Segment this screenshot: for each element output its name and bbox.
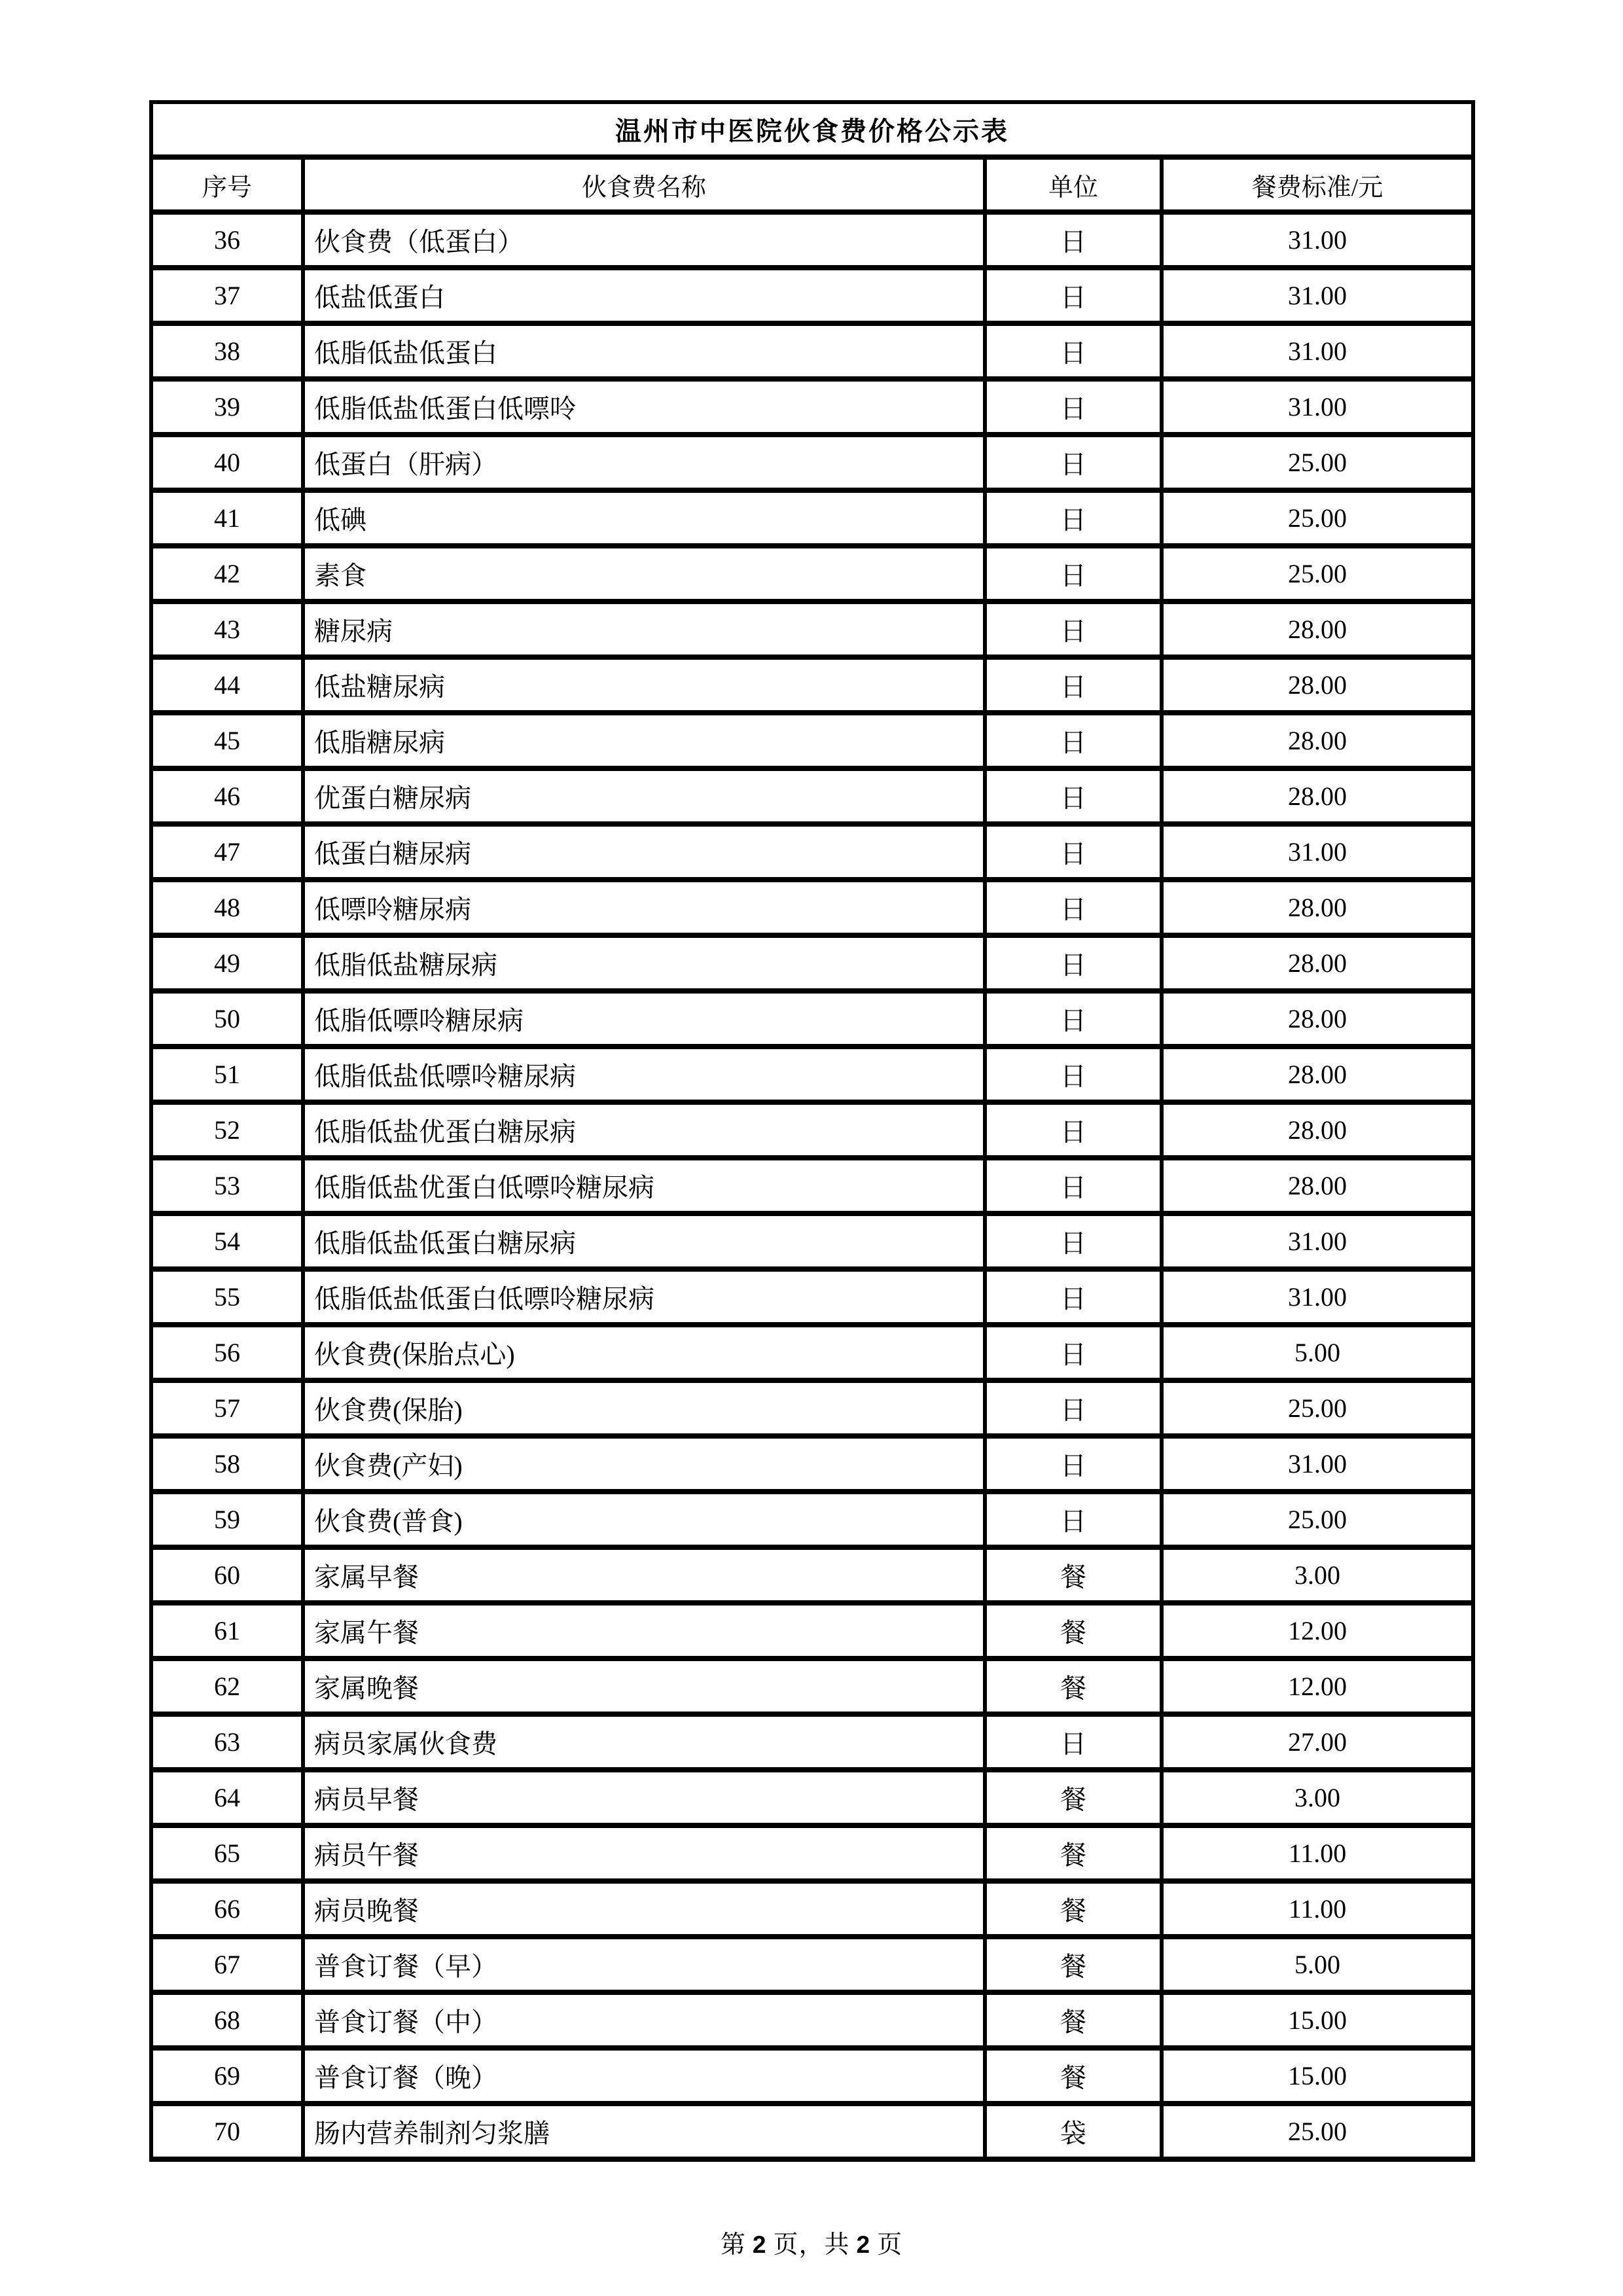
cell-serial-number: 50 (151, 991, 303, 1047)
cell-price: 28.00 (1162, 713, 1473, 768)
table-row (151, 379, 1473, 435)
column-header-serial: 序号 (151, 157, 303, 212)
cell-unit: 餐 (985, 1603, 1162, 1659)
cell-meal-name: 家属晚餐 (303, 1659, 985, 1714)
cell-meal-name: 伙食费(普食) (303, 1492, 985, 1547)
footer-middle-label: 页，共 (773, 2231, 850, 2259)
price-table (149, 100, 1475, 2162)
cell-unit: 日 (985, 935, 1162, 991)
column-header-name: 伙食费名称 (303, 157, 985, 212)
cell-meal-name: 低脂低盐优蛋白低嘌呤糖尿病 (303, 1158, 985, 1213)
cell-unit: 日 (985, 490, 1162, 546)
table-row (151, 1547, 1473, 1603)
cell-unit: 日 (985, 824, 1162, 880)
cell-price: 31.00 (1162, 1436, 1473, 1492)
cell-unit: 餐 (985, 2048, 1162, 2104)
header-row (151, 157, 1473, 212)
cell-meal-name: 家属午餐 (303, 1603, 985, 1659)
cell-meal-name: 低脂低盐低蛋白 (303, 323, 985, 379)
page-title: 温州市中医院伙食费价格公示表 (151, 102, 1473, 157)
cell-serial-number: 61 (151, 1603, 303, 1659)
table-row (151, 1659, 1473, 1714)
cell-serial-number: 57 (151, 1380, 303, 1436)
cell-serial-number: 59 (151, 1492, 303, 1547)
cell-meal-name: 低嘌呤糖尿病 (303, 880, 985, 935)
cell-unit: 袋 (985, 2104, 1162, 2159)
cell-meal-name: 普食订餐（中） (303, 1992, 985, 2048)
cell-meal-name: 低脂低盐低蛋白糖尿病 (303, 1213, 985, 1269)
cell-meal-name: 低蛋白糖尿病 (303, 824, 985, 880)
cell-meal-name: 普食订餐（早） (303, 1937, 985, 1992)
table-row (151, 1158, 1473, 1213)
cell-unit: 日 (985, 1714, 1162, 1770)
cell-meal-name: 家属早餐 (303, 1547, 985, 1603)
table-row (151, 1881, 1473, 1937)
cell-serial-number: 51 (151, 1047, 303, 1102)
cell-price: 31.00 (1162, 1213, 1473, 1269)
cell-serial-number: 58 (151, 1436, 303, 1492)
cell-unit: 日 (985, 991, 1162, 1047)
cell-meal-name: 普食订餐（晚） (303, 2048, 985, 2104)
cell-meal-name: 低脂低盐低嘌呤糖尿病 (303, 1047, 985, 1102)
cell-price: 28.00 (1162, 1102, 1473, 1158)
cell-serial-number: 65 (151, 1825, 303, 1881)
cell-meal-name: 肠内营养制剂匀浆膳 (303, 2104, 985, 2159)
cell-price: 28.00 (1162, 991, 1473, 1047)
cell-price: 11.00 (1162, 1825, 1473, 1881)
table-row (151, 1937, 1473, 1992)
cell-meal-name: 低碘 (303, 490, 985, 546)
cell-serial-number: 41 (151, 490, 303, 546)
cell-unit: 日 (985, 546, 1162, 601)
cell-price: 28.00 (1162, 768, 1473, 824)
footer-suffix-label: 页 (877, 2231, 903, 2259)
footer-page-number: 2 (752, 2231, 767, 2258)
cell-unit: 日 (985, 1380, 1162, 1436)
table-row (151, 546, 1473, 601)
cell-price: 5.00 (1162, 1937, 1473, 1992)
cell-serial-number: 46 (151, 768, 303, 824)
cell-serial-number: 54 (151, 1213, 303, 1269)
cell-meal-name: 病员午餐 (303, 1825, 985, 1881)
cell-serial-number: 49 (151, 935, 303, 991)
table-row (151, 323, 1473, 379)
table-row (151, 1269, 1473, 1325)
cell-serial-number: 56 (151, 1325, 303, 1380)
cell-meal-name: 病员晚餐 (303, 1881, 985, 1937)
cell-serial-number: 66 (151, 1881, 303, 1937)
table-row (151, 1213, 1473, 1269)
cell-unit: 日 (985, 880, 1162, 935)
cell-meal-name: 低脂低盐优蛋白糖尿病 (303, 1102, 985, 1158)
cell-price: 25.00 (1162, 435, 1473, 490)
footer-total-pages: 2 (856, 2231, 871, 2258)
cell-price: 15.00 (1162, 2048, 1473, 2104)
table-row (151, 212, 1473, 268)
table-row (151, 824, 1473, 880)
cell-serial-number: 37 (151, 268, 303, 323)
cell-serial-number: 62 (151, 1659, 303, 1714)
cell-price: 27.00 (1162, 1714, 1473, 1770)
table-row (151, 1325, 1473, 1380)
cell-unit: 日 (985, 657, 1162, 713)
cell-meal-name: 伙食费(保胎点心) (303, 1325, 985, 1380)
table-row (151, 490, 1473, 546)
cell-price: 28.00 (1162, 1158, 1473, 1213)
cell-meal-name: 低脂低盐低蛋白低嘌呤 (303, 379, 985, 435)
cell-serial-number: 68 (151, 1992, 303, 2048)
cell-meal-name: 病员早餐 (303, 1770, 985, 1825)
cell-price: 12.00 (1162, 1659, 1473, 1714)
cell-meal-name: 伙食费(产妇) (303, 1436, 985, 1492)
cell-unit: 日 (985, 1158, 1162, 1213)
cell-unit: 日 (985, 1102, 1162, 1158)
cell-unit: 日 (985, 1047, 1162, 1102)
cell-serial-number: 52 (151, 1102, 303, 1158)
cell-price: 25.00 (1162, 2104, 1473, 2159)
table-row (151, 880, 1473, 935)
cell-price: 25.00 (1162, 1380, 1473, 1436)
cell-meal-name: 伙食费(保胎) (303, 1380, 985, 1436)
cell-serial-number: 45 (151, 713, 303, 768)
cell-meal-name: 低盐低蛋白 (303, 268, 985, 323)
cell-meal-name: 伙食费（低蛋白） (303, 212, 985, 268)
cell-serial-number: 63 (151, 1714, 303, 1770)
cell-unit: 餐 (985, 1547, 1162, 1603)
cell-serial-number: 38 (151, 323, 303, 379)
cell-price: 31.00 (1162, 323, 1473, 379)
cell-price: 28.00 (1162, 657, 1473, 713)
cell-price: 3.00 (1162, 1770, 1473, 1825)
table-row (151, 1102, 1473, 1158)
table-row (151, 713, 1473, 768)
cell-price: 28.00 (1162, 1047, 1473, 1102)
cell-meal-name: 低脂低嘌呤糖尿病 (303, 991, 985, 1047)
cell-price: 12.00 (1162, 1603, 1473, 1659)
cell-unit: 日 (985, 1325, 1162, 1380)
cell-serial-number: 55 (151, 1269, 303, 1325)
cell-serial-number: 48 (151, 880, 303, 935)
table-row (151, 657, 1473, 713)
cell-price: 3.00 (1162, 1547, 1473, 1603)
cell-meal-name: 低脂低盐低蛋白低嘌呤糖尿病 (303, 1269, 985, 1325)
cell-meal-name: 素食 (303, 546, 985, 601)
cell-serial-number: 42 (151, 546, 303, 601)
cell-meal-name: 糖尿病 (303, 601, 985, 657)
cell-unit: 餐 (985, 1937, 1162, 1992)
cell-price: 15.00 (1162, 1992, 1473, 2048)
table-row (151, 1714, 1473, 1770)
cell-serial-number: 40 (151, 435, 303, 490)
table-row (151, 2048, 1473, 2104)
cell-unit: 餐 (985, 1881, 1162, 1937)
cell-unit: 日 (985, 601, 1162, 657)
table-row (151, 1380, 1473, 1436)
cell-unit: 日 (985, 1436, 1162, 1492)
table-row (151, 768, 1473, 824)
cell-unit: 餐 (985, 1992, 1162, 2048)
cell-unit: 日 (985, 323, 1162, 379)
cell-price: 5.00 (1162, 1325, 1473, 1380)
cell-meal-name: 低盐糖尿病 (303, 657, 985, 713)
cell-price: 31.00 (1162, 1269, 1473, 1325)
cell-meal-name: 优蛋白糖尿病 (303, 768, 985, 824)
cell-serial-number: 53 (151, 1158, 303, 1213)
cell-unit: 餐 (985, 1825, 1162, 1881)
cell-price: 28.00 (1162, 880, 1473, 935)
title-row (151, 102, 1473, 157)
cell-price: 28.00 (1162, 601, 1473, 657)
cell-meal-name: 病员家属伙食费 (303, 1714, 985, 1770)
cell-serial-number: 44 (151, 657, 303, 713)
cell-price: 28.00 (1162, 935, 1473, 991)
cell-serial-number: 67 (151, 1937, 303, 1992)
cell-unit: 餐 (985, 1659, 1162, 1714)
table-row (151, 2104, 1473, 2159)
table-row (151, 1047, 1473, 1102)
cell-serial-number: 43 (151, 601, 303, 657)
cell-meal-name: 低脂糖尿病 (303, 713, 985, 768)
table-row (151, 991, 1473, 1047)
cell-unit: 日 (985, 1492, 1162, 1547)
cell-meal-name: 低蛋白（肝病） (303, 435, 985, 490)
cell-price: 31.00 (1162, 268, 1473, 323)
page-footer (0, 2224, 1623, 2260)
cell-serial-number: 70 (151, 2104, 303, 2159)
cell-unit: 日 (985, 212, 1162, 268)
table-row (151, 601, 1473, 657)
cell-price: 25.00 (1162, 1492, 1473, 1547)
cell-unit: 日 (985, 379, 1162, 435)
cell-serial-number: 36 (151, 212, 303, 268)
cell-price: 11.00 (1162, 1881, 1473, 1937)
table-row (151, 435, 1473, 490)
column-header-price: 餐费标准/元 (1162, 157, 1473, 212)
column-header-unit: 单位 (985, 157, 1162, 212)
table-row (151, 1492, 1473, 1547)
cell-unit: 日 (985, 768, 1162, 824)
cell-unit: 日 (985, 713, 1162, 768)
table-row (151, 1603, 1473, 1659)
table-row (151, 1770, 1473, 1825)
table-row (151, 1992, 1473, 2048)
cell-serial-number: 47 (151, 824, 303, 880)
table-row (151, 268, 1473, 323)
cell-price: 31.00 (1162, 379, 1473, 435)
cell-unit: 餐 (985, 1770, 1162, 1825)
table-row (151, 935, 1473, 991)
cell-price: 25.00 (1162, 546, 1473, 601)
cell-unit: 日 (985, 268, 1162, 323)
cell-serial-number: 69 (151, 2048, 303, 2104)
cell-unit: 日 (985, 1269, 1162, 1325)
cell-meal-name: 低脂低盐糖尿病 (303, 935, 985, 991)
cell-serial-number: 64 (151, 1770, 303, 1825)
table-row (151, 1825, 1473, 1881)
cell-price: 31.00 (1162, 824, 1473, 880)
cell-unit: 日 (985, 435, 1162, 490)
table-body (151, 212, 1473, 2159)
cell-serial-number: 60 (151, 1547, 303, 1603)
table-row (151, 1436, 1473, 1492)
footer-prefix-label: 第 (720, 2231, 746, 2259)
cell-serial-number: 39 (151, 379, 303, 435)
cell-unit: 日 (985, 1213, 1162, 1269)
cell-price: 31.00 (1162, 212, 1473, 268)
cell-price: 25.00 (1162, 490, 1473, 546)
